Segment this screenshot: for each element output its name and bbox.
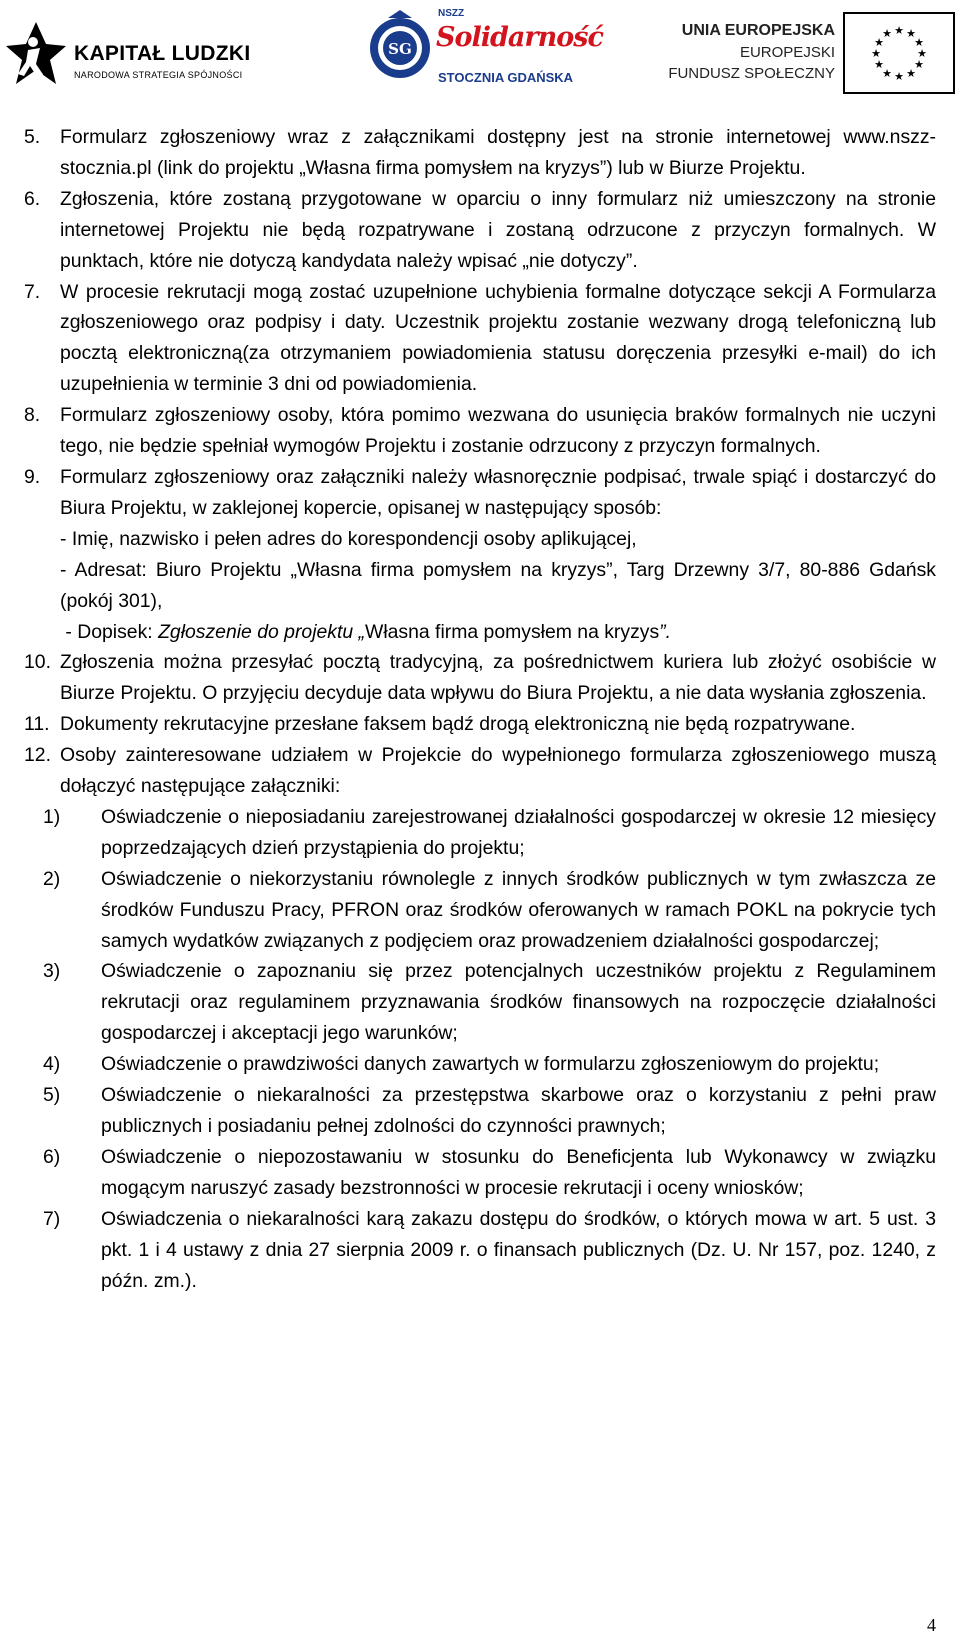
attachment-item: 6) Oświadczenie o niepozostawaniu w stosunku do Beneficjenta lub Wykonawcy w związku mogącym naruszyć zasady bezstronności w procesie rekrutacji i oceny wniosków; <box>43 1145 936 1199</box>
stocznia-label: STOCZNIA GDAŃSKA <box>438 70 574 85</box>
kapital-ludzki-title: KAPITAŁ LUDZKI <box>74 42 251 65</box>
svg-text:★: ★ <box>874 59 884 71</box>
page-header <box>0 0 960 110</box>
svg-text:★: ★ <box>882 28 892 40</box>
dopisek-line: - Dopisek: Zgłoszenie do projektu „Własna firma pomysłem na kryzys”. <box>60 620 672 643</box>
svg-text:★: ★ <box>894 71 904 83</box>
kapital-ludzki-logo <box>6 18 256 90</box>
svg-text:SG: SG <box>388 40 412 58</box>
page-number: 4 <box>927 1615 936 1635</box>
svg-text:★: ★ <box>871 48 881 60</box>
eu-line-1: UNIA EUROPEJSKA <box>681 22 835 39</box>
svg-text:★: ★ <box>914 37 924 49</box>
svg-text:★: ★ <box>914 59 924 71</box>
svg-text:★: ★ <box>906 68 916 80</box>
list-item: 5. Formularz zgłoszeniowy wraz z załącznikami dostępny jest na stronie internetowej www.nszz-stocznia.pl (link do projektu „Własna firma pomysłem na kryzys”) lub w Biurze Projektu. <box>24 126 936 179</box>
list-item: 11. Dokumenty rekrutacyjne przesłane faksem bądź drogą elektroniczną nie będą rozpatrywane. <box>24 713 856 736</box>
eu-logo <box>668 12 960 96</box>
attachment-item: 2) Oświadczenie o niekorzystaniu równolegle z innych środków publicznych w tym zwłaszcza ze środków Funduszu Pracy, PFRON oraz środków oferowanych w ramach POKL na pokrycie tych samych wydatków związanych z podjęciem oraz prowadzeniem działalności gospodarczej; <box>43 867 936 952</box>
list-item: 7. W procesie rekrutacji mogą zostać uzupełnione uchybienia formalne dotyczące sekcji A Formularza zgłoszeniowego oraz podpisy i daty. Uczestnik projektu zostanie wezwany drogą telefoniczną lub pocztą elektroniczną(za otrzymaniem powiadomienia statusu doręczenia przesyłki e-mail) do ich uzupełnienia w terminie 3 dni od powiadomienia. <box>24 280 936 396</box>
solidarnosc-logo <box>368 8 603 88</box>
document-body <box>24 122 936 1296</box>
list-item: 8. Formularz zgłoszeniowy osoby, która pomimo wezwana do usunięcia braków formalnych nie uczyni tego, nie będzie spełniał wymogów Projektu i zostanie odrzucony z przyczyn formalnych. <box>24 404 936 458</box>
svg-text:★: ★ <box>882 68 892 80</box>
kapital-ludzki-subtitle: NARODOWA STRATEGIA SPÓJNOŚCI <box>74 70 243 80</box>
attachment-item: 1) Oświadczenie o nieposiadaniu zarejestrowanej działalności gospodarczej w okresie 12 miesięcy poprzedzających dzień przystąpienia do projektu; <box>43 805 936 859</box>
kapital-ludzki-star-icon <box>6 18 68 90</box>
attachment-item: 7) Oświadczenia o niekaralności karą zakazu dostępu do środków, o których mowa w art. 5 ust. 3 pkt. 1 i 4 ustawy z dnia 27 sierpnia 2009 r. o finansach publicznych (Dz. U. Nr 157, poz. 1240, z późn. zm.). <box>43 1207 936 1292</box>
solidarnosc-wordmark: Solidarność <box>436 22 603 53</box>
list-item: 6. Zgłoszenia, które zostaną przygotowane w oparciu o inny formularz niż umieszczony na stronie internetowej Projektu nie będą rozpatrywane i zostaną odrzucone z przyczyn formalnych. W punktach, które nie dotyczą kandydata należy wpisać „nie dotyczy”. <box>24 187 936 272</box>
eu-line-2: EUROPEJSKI <box>739 44 835 61</box>
attachment-item: 3) Oświadczenie o zapoznaniu się przez potencjalnych uczestników projektu z Regulaminem rekrutacji oraz regulaminem przyznawania środków finansowych na rozpoczęcie działalności gospodarczej i akceptacji jego warunków; <box>43 960 936 1045</box>
list-item: 12. Osoby zainteresowane udziałem w Projekcie do wypełnionego formularza zgłoszeniowego muszą dołączyć następujące załączniki: <box>24 744 936 798</box>
list-item: 9. Formularz zgłoszeniowy oraz załączniki należy własnoręcznie podpisać, trwale spiąć i dostarczyć do Biura Projektu, w zaklejonej kopercie, opisanej w następujący sposób: - Imię, nazwisko i pełen adres do korespondencji osoby aplikującej, - Adresat: Biuro Projektu „Własna firma pomysłem na kryzys”, Targ Drzewny 3/7, 80-886 Gdańsk (pokój 301), - Dopisek: Zgłoszenie do projektu „Własna firma pomysłem na kryzys”. <box>24 462 936 647</box>
eu-flag-icon <box>843 12 955 94</box>
eu-line-3: FUNDUSZ SPOŁECZNY <box>668 65 835 82</box>
svg-text:★: ★ <box>894 25 904 37</box>
attachment-item: 5) Oświadczenie o niekaralności za przestępstwa skarbowe oraz o korzystaniu z pełni praw publicznych i posiadaniu pełnej zdolności do czynności prawnych; <box>43 1084 936 1137</box>
attachment-item: 4) Oświadczenie o prawdziwości danych zawartych w formularzu zgłoszeniowym do projektu; <box>43 1053 880 1076</box>
svg-text:★: ★ <box>906 28 916 40</box>
svg-text:★: ★ <box>917 48 927 60</box>
nszz-label: NSZZ <box>438 8 465 19</box>
list-item: 10. Zgłoszenia można przesyłać pocztą tradycyjną, za pośrednictwem kuriera lub złożyć osobiście w Biurze Projektu. O przyjęciu decyduje data wpływu do Biura Projektu, a nie data wysłania zgłoszenia. <box>24 651 936 705</box>
svg-text:★: ★ <box>874 37 884 49</box>
stocznia-emblem-icon <box>368 10 432 86</box>
